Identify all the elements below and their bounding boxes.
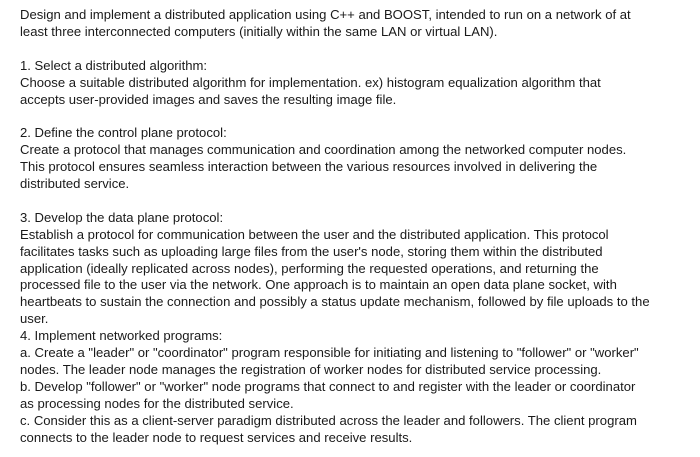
text-line: application (ideally replicated across nodes), performing the requested operations, and returning the <box>20 260 599 276</box>
section-heading: 1. Select a distributed algorithm: <box>20 57 208 73</box>
section-4 <box>20 328 692 446</box>
text-line: a. Create a "leader" or "coordinator" program responsible for initiating and listening to "follower" or "worker" <box>20 345 639 361</box>
text-line: facilitates tasks such as uploading large files from the user's node, storing them within the distributed <box>20 243 603 259</box>
paragraph-gap <box>20 193 692 210</box>
text-line: Establish a protocol for communication between the user and the distributed application. This protocol <box>20 226 609 242</box>
text-line: as processing nodes for the distributed service. <box>20 395 294 411</box>
section-1 <box>20 58 692 109</box>
section-heading: 3. Develop the data plane protocol: <box>20 209 224 225</box>
text-line: This protocol ensures seamless interaction between the various resources involved in delivering the <box>20 159 598 175</box>
section-3 <box>20 210 692 328</box>
section-2 <box>20 125 692 193</box>
text-line: least three interconnected computers (initially within the same LAN or virtual LAN). <box>20 23 498 39</box>
text-line: user. <box>20 311 49 327</box>
paragraph-gap <box>20 41 692 58</box>
text-line: nodes. The leader node manages the registration of worker nodes for distributed service processing. <box>20 361 602 377</box>
text-line: Choose a suitable distributed algorithm for implementation. ex) histogram equalization algorithm that <box>20 74 601 90</box>
text-line: processed file to the user via the network. One approach is to maintain an open data plane socket, with <box>20 277 617 293</box>
text-line: accepts user-provided images and saves the resulting image file. <box>20 91 397 107</box>
document-body <box>20 7 692 447</box>
text-line: heartbeats to sustain the connection and possibly a status update mechanism, followed by file uploads to the <box>20 294 650 310</box>
text-line: connects to the leader node to request services and receive results. <box>20 429 413 445</box>
text-line: c. Consider this as a client-server paradigm distributed across the leader and followers. The client program <box>20 412 637 428</box>
section-heading: 2. Define the control plane protocol: <box>20 125 227 141</box>
intro-paragraph <box>20 7 692 41</box>
text-line: b. Develop "follower" or "worker" node programs that connect to and register with the leader or coordinator <box>20 378 636 394</box>
paragraph-gap <box>20 108 692 125</box>
text-line: distributed service. <box>20 176 130 192</box>
text-line: Create a protocol that manages communication and coordination among the networked computer nodes. <box>20 142 627 158</box>
section-heading: 4. Implement networked programs: <box>20 328 223 344</box>
text-line: Design and implement a distributed application using C++ and BOOST, intended to run on a network of at <box>20 7 631 22</box>
